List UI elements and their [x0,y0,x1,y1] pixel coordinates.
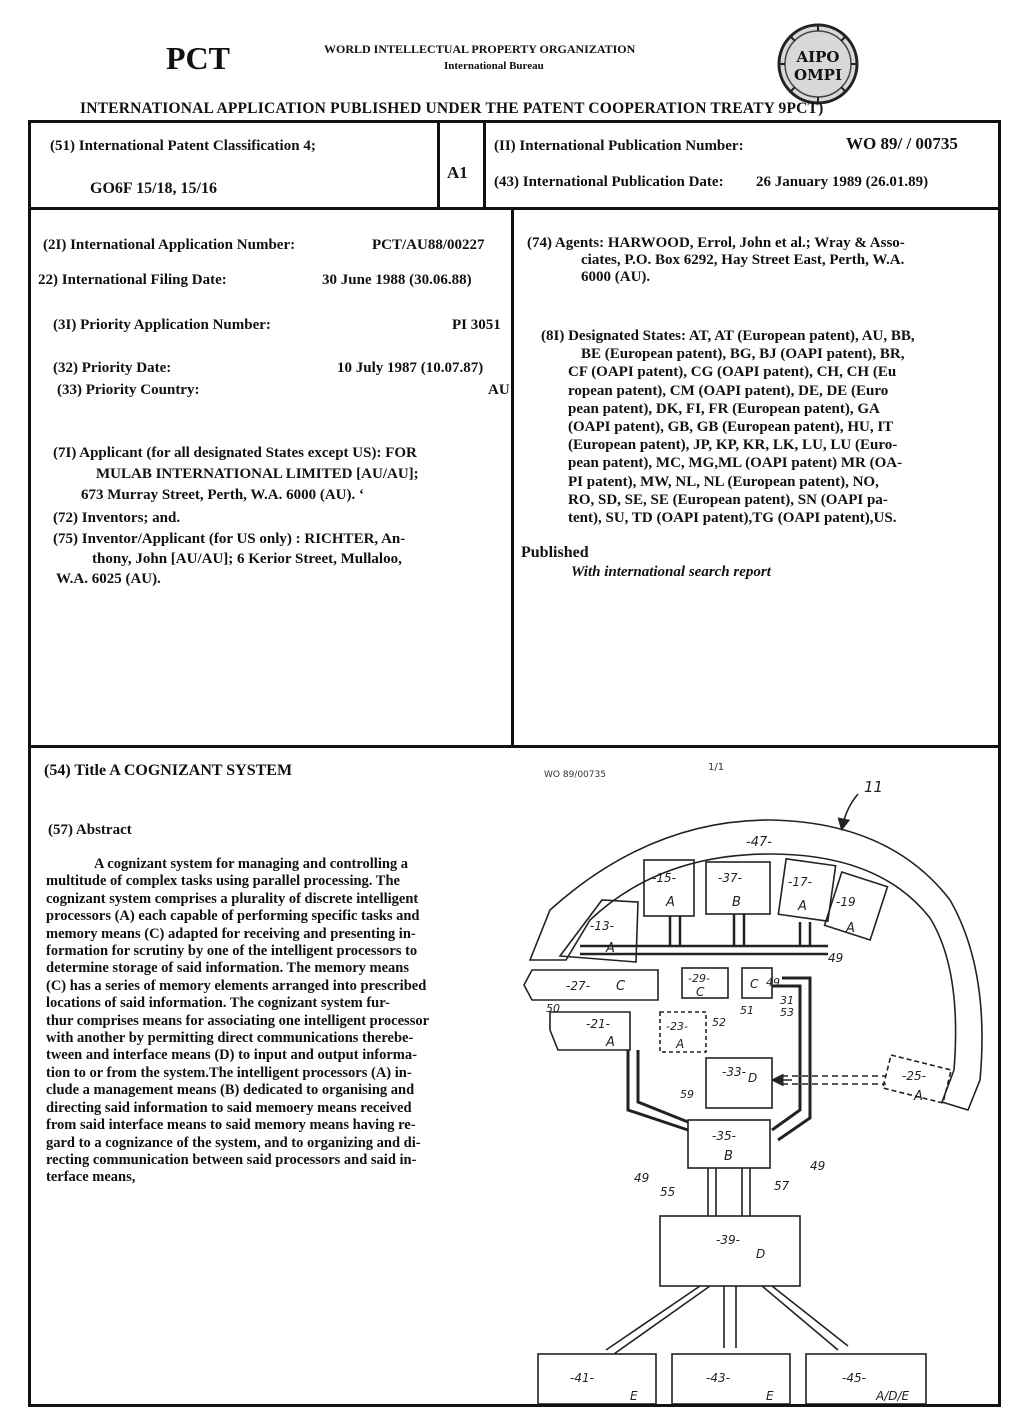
applicant-line: (7I) Applicant (for all designated States except US): FOR [53,445,417,461]
inventor-applicant-line: thony, John [AU/AU]; 6 Kerior Street, Mullaloo, [92,551,402,567]
priority-country-value: AU [488,382,510,398]
publication-number-label: (II) International Publication Number: [494,138,744,154]
logo-text-top: AIPO [796,48,840,66]
block-number: -37- [718,871,742,885]
designated-states-line: (OAPI patent), GB, GB (European patent), HU, IT [568,419,894,436]
block-number: -19 [836,895,856,909]
designated-states-line: (European patent), JP, KP, KR, LK, LU, LU (Euro- [568,437,898,454]
divider-middle-section [28,745,1001,748]
block-letter: D [748,1071,758,1085]
filing-date-value: 30 June 1988 (30.06.88) [322,272,472,288]
block-number: -35- [712,1129,736,1143]
designated-states-line: tent), SU, TD (OAPI patent),TG (OAPI patent),US. [568,510,897,527]
outer-bus-47 [530,820,982,1110]
designated-states-line: ropean patent), CM (OAPI patent), DE, DE (Euro [568,382,889,399]
designated-states-line: PI patent), MW, NL, NL (European patent), NO, [568,473,879,490]
bus-riser-2 [734,914,744,946]
priority-date-value: 10 July 1987 (10.07.87) [337,360,484,376]
logo-text-bottom: OMPI [794,66,842,84]
patent-drawing [510,750,998,1404]
published-label: Published [521,544,589,561]
priority-date-label: (32) Priority Date: [53,360,172,376]
abstract-line: A cognizant system for managing and controlling a [94,856,409,872]
classification-value: GO6F 15/18, 15/16 [90,180,217,197]
abstract-line: cognizant system comprises a plurality of discrete intelligent [46,890,419,907]
memory-27 [524,970,658,1000]
applicant-block [53,443,419,506]
leader-label: 50 [546,1002,560,1015]
block-letter: C [750,977,759,991]
block-number: -43- [706,1371,730,1385]
organization-subtitle: International Bureau [444,60,544,72]
leader-label: 53 [780,1006,794,1019]
organization-name: WORLD INTELLECTUAL PROPERTY ORGANIZATION [324,42,636,56]
bus-riser-3 [800,922,810,946]
abstract-line: locations of said information. The cognizant system fur- [46,995,390,1012]
publication-date-label: (43) International Publication Date: [494,174,724,190]
drawing-doc-ref: WO 89/00735 [544,770,606,780]
applicant-line: 673 Murray Street, Perth, W.A. 6000 (AU). ‘ [81,487,365,503]
abstract-line: recting communication between said processors and said in- [46,1151,417,1168]
block-letter: D [756,1247,766,1261]
block-number: -45- [842,1371,866,1385]
ref-arrow-11 [842,794,858,828]
applicant-line: MULAB INTERNATIONAL LIMITED [AU/AU]; [96,466,419,482]
block-number: -15- [652,871,676,885]
leader-label: 55 [660,1185,676,1199]
bus-riser-1 [670,916,680,946]
block-letter: A [606,941,615,956]
leader-label: 49 [634,1171,650,1185]
block-number: -17- [788,875,812,889]
title-line: (54) Title A COGNIZANT SYSTEM [44,762,293,779]
abstract-line: processors (A) each capable of performing specific tasks and [46,908,420,925]
block-letter: E [766,1389,774,1403]
inventor-applicant-line: (75) Inventor/Applicant (for US only) : RICHTER, An- [53,531,406,547]
leader-label: 49 [766,976,780,989]
agents-block [527,235,905,286]
leader-label: 59 [680,1088,694,1101]
drawing-sheet: 1/1 [708,762,725,773]
arrow-39-to-45 [762,1286,848,1350]
abstract-line: clude a management means (B) dedicated to organising and [46,1082,415,1099]
classification-label: (51) International Patent Classification 4; [50,138,316,154]
block-number: -27- [566,979,590,993]
abstract-line: from said interface means to said memory means having re- [46,1117,416,1134]
abstract-line: formation for scrutiny by one of the intelligent processors to [46,943,418,960]
block-letter: A [606,1035,615,1050]
bus-49-left [628,1050,688,1130]
application-number-value: PCT/AU88/00227 [372,237,485,253]
designated-states-line: CF (OAPI patent), CG (OAPI patent), CH, CH (Eu [568,364,897,381]
divider-top-a1-right [483,120,486,210]
filing-date-label: 22) International Filing Date: [38,272,227,288]
block-letter: A [666,895,675,910]
abstract-line: memory means (C) adapted for receiving and presenting in- [46,925,416,942]
agents-line: 6000 (AU). [581,269,651,285]
abstract-line: multitude of complex tasks using parallel processing. The [46,873,400,890]
arrow-39-to-41 [606,1286,710,1354]
divider-top-a1-left [437,120,440,210]
designated-states-block [541,327,915,527]
divider-top-section [28,207,1001,210]
kind-code: A1 [447,163,468,182]
dashed-link-25 [782,1076,886,1084]
designated-states-line: pean patent), MC, MG,ML (OAPI patent) MR (OA- [568,455,903,472]
ref-numeral-11: 11 [864,778,884,796]
publication-banner: INTERNATIONAL APPLICATION PUBLISHED UNDER THE PATENT COOPERATION TREATY 9PCT) [80,100,824,117]
agents-line: ciates, P.O. Box 6292, Hay Street East, Perth, W.A. [581,252,905,268]
pct-label: PCT [166,40,230,76]
leader-label: 57 [774,1179,790,1193]
priority-country-label: (33) Priority Country: [57,382,200,398]
divider-middle-columns [511,207,514,747]
inventor-applicant-block [53,529,405,589]
leader-label: 52 [712,1016,726,1029]
block-number: -23- [666,1020,688,1033]
abstract-line: tween and interface means (D) to input and output informa- [46,1047,417,1064]
block-number: -13- [590,919,614,933]
wipo-logo [776,22,860,106]
abstract-line: directing said information to said memoery means received [46,1099,412,1116]
channel-55 [708,1168,716,1216]
designated-states-line: RO, SD, SE, SE (European patent), SN (OAPI pa- [568,491,888,508]
block-number: -33- [722,1065,746,1079]
block-number: -29- [688,972,710,985]
agents-line: (74) Agents: HARWOOD, Errol, John et al.; Wray & Asso- [527,235,905,251]
designated-states-line: BE (European patent), BG, BJ (OAPI patent), BR, [581,346,905,363]
publication-date-value: 26 January 1989 (26.01.89) [756,174,929,190]
processor-17 [778,859,835,921]
leader-label: 49 [810,1159,826,1173]
priority-number-label: (3I) Priority Application Number: [53,317,271,333]
inventor-applicant-line: W.A. 6025 (AU). [56,571,161,587]
inventors-line: (72) Inventors; and. [53,510,181,526]
leader-label: 31 [780,994,794,1007]
block-letter: E [630,1389,638,1403]
device-41 [538,1354,656,1404]
publication-number-value: WO 89/ / 00735 [846,134,958,153]
block-letter: A/D/E [876,1389,910,1403]
abstract-line: gard to a cognizance of the system, and to organizing and di- [46,1134,421,1151]
abstract-line: thur comprises means for associating one intelligent processor [46,1012,430,1029]
abstract-line: tion to or from the system.The intelligent processors (A) in- [46,1064,412,1081]
block-number: -47- [746,835,772,850]
block-number: -21- [586,1017,610,1031]
block-letter: C [616,979,626,994]
abstract-line: with another by permitting direct communications therebe- [46,1030,414,1047]
block-number: -39- [716,1233,740,1247]
block-number: -41- [570,1371,594,1385]
abstract-line: (C) has a series of memory elements arranged into prescribed [46,977,427,994]
interface-39 [660,1216,800,1286]
block-letter: B [732,895,741,910]
block-letter: A [798,899,807,914]
priority-number-value: PI 3051 [452,317,501,333]
abstract-heading: (57) Abstract [48,822,132,838]
abstract-line: terface means, [46,1169,136,1186]
leader-label: 49 [828,951,844,965]
block-letter: C [696,985,705,999]
block-letter: A [914,1089,923,1104]
channel-57 [742,1168,750,1216]
main-bus [580,946,828,954]
block-letter: A [846,921,855,936]
designated-states-line: pean patent), DK, FI, FR (European patent), GA [568,400,880,417]
block-letter: B [724,1149,733,1164]
application-number-label: (2I) International Application Number: [43,237,296,253]
abstract-line: determine storage of said information. The memory means [46,960,409,977]
block-letter: A [676,1037,685,1051]
designated-states-line: (8I) Designated States: AT, AT (European patent), AU, BB, [541,328,915,344]
block-number: -25- [902,1069,926,1083]
abstract-body [46,856,429,1187]
published-note: With international search report [571,564,771,580]
leader-label: 51 [740,1004,754,1017]
arrow-39-to-43 [724,1286,736,1348]
